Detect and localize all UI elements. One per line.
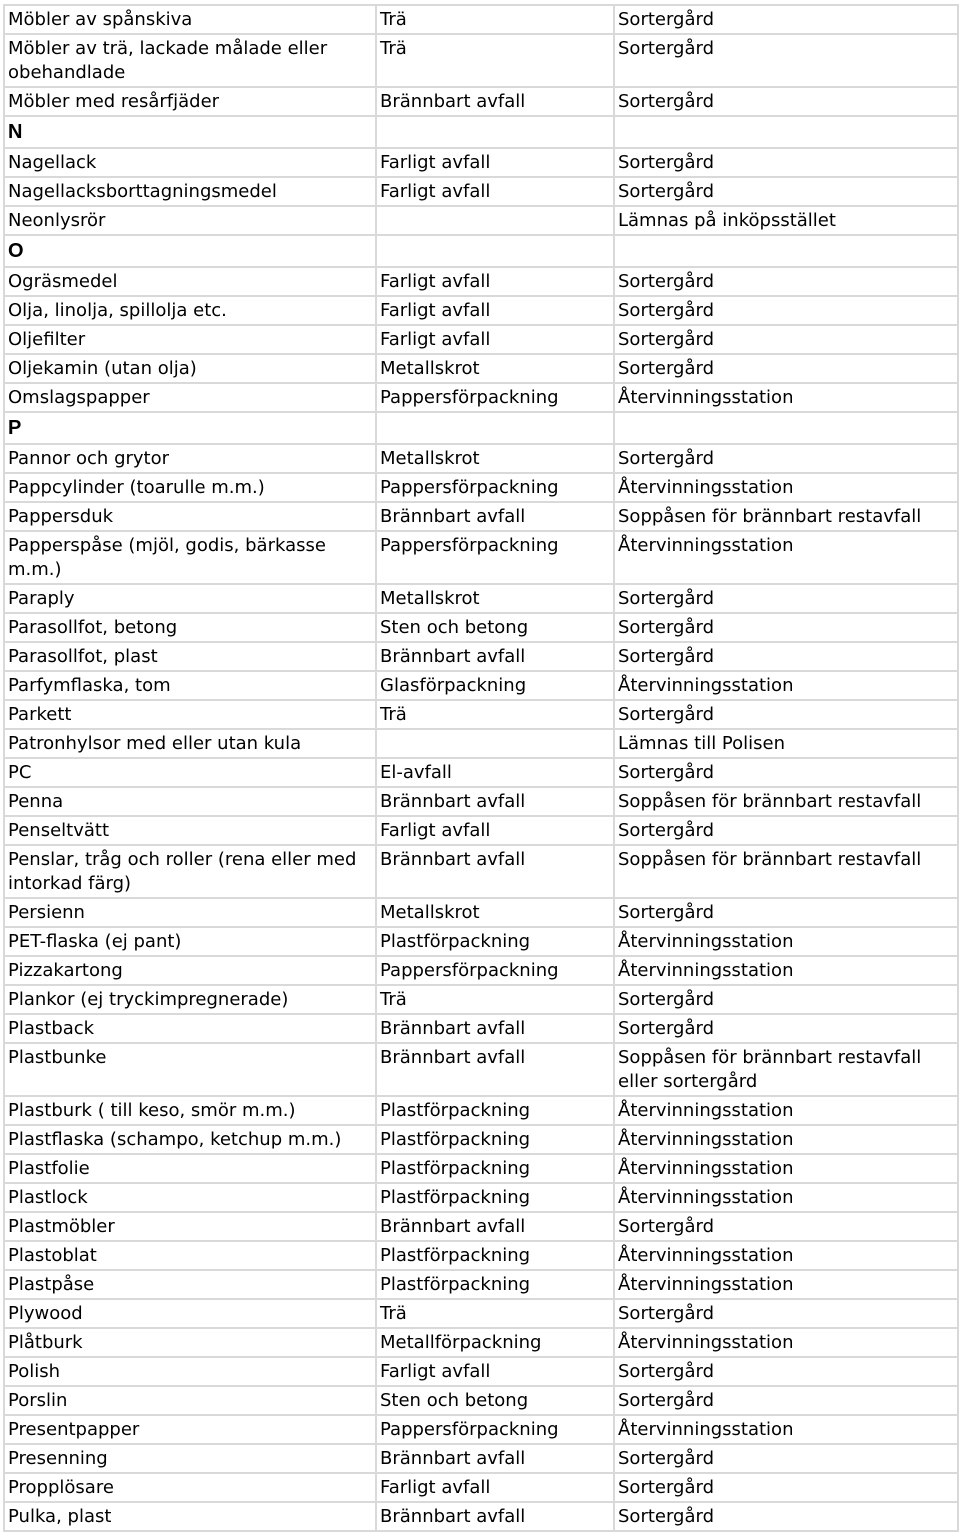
category-cell bbox=[376, 412, 614, 444]
table-row bbox=[4, 1183, 958, 1212]
table-row bbox=[4, 1270, 958, 1299]
destination-cell: Återvinningsstation bbox=[614, 383, 958, 412]
category-cell: Trä bbox=[376, 5, 614, 34]
table-row bbox=[4, 1154, 958, 1183]
item-cell: Plastbunke bbox=[4, 1043, 376, 1096]
item-cell: Paraply bbox=[4, 584, 376, 613]
table-row bbox=[4, 613, 958, 642]
table-row bbox=[4, 671, 958, 700]
category-cell: Metallförpackning bbox=[376, 1328, 614, 1357]
destination-cell: Återvinningsstation bbox=[614, 1154, 958, 1183]
destination-cell: Återvinningsstation bbox=[614, 671, 958, 700]
destination-cell: Sortergård bbox=[614, 758, 958, 787]
destination-cell: Sortergård bbox=[614, 1444, 958, 1473]
category-cell: Farligt avfall bbox=[376, 1357, 614, 1386]
table-row bbox=[4, 642, 958, 671]
destination-cell: Återvinningsstation bbox=[614, 1096, 958, 1125]
item-cell: P bbox=[4, 412, 376, 444]
table-row bbox=[4, 845, 958, 898]
sorting-table bbox=[3, 4, 959, 1532]
section-letter-row bbox=[4, 412, 958, 444]
table-row bbox=[4, 531, 958, 584]
category-cell: Farligt avfall bbox=[376, 816, 614, 845]
destination-cell: Sortergård bbox=[614, 1357, 958, 1386]
category-cell: Farligt avfall bbox=[376, 325, 614, 354]
category-cell: Brännbart avfall bbox=[376, 1212, 614, 1241]
table-row bbox=[4, 1328, 958, 1357]
item-cell: Plastmöbler bbox=[4, 1212, 376, 1241]
table-row bbox=[4, 5, 958, 34]
item-cell: Plastfolie bbox=[4, 1154, 376, 1183]
table-row bbox=[4, 1125, 958, 1154]
destination-cell: Återvinningsstation bbox=[614, 473, 958, 502]
table-row bbox=[4, 584, 958, 613]
table-row bbox=[4, 34, 958, 87]
destination-cell: Återvinningsstation bbox=[614, 531, 958, 584]
category-cell: Brännbart avfall bbox=[376, 787, 614, 816]
table-row bbox=[4, 1357, 958, 1386]
item-cell: Möbler av spånskiva bbox=[4, 5, 376, 34]
sorting-table-body bbox=[4, 5, 958, 1531]
destination-cell: Återvinningsstation bbox=[614, 1328, 958, 1357]
item-cell: Möbler med resårfjäder bbox=[4, 87, 376, 116]
destination-cell: Återvinningsstation bbox=[614, 956, 958, 985]
destination-cell: Sortergård bbox=[614, 87, 958, 116]
table-row bbox=[4, 267, 958, 296]
category-cell: Pappersförpackning bbox=[376, 383, 614, 412]
table-row bbox=[4, 1444, 958, 1473]
category-cell: Brännbart avfall bbox=[376, 1043, 614, 1096]
destination-cell: Sortergård bbox=[614, 267, 958, 296]
item-cell: Parasollfot, betong bbox=[4, 613, 376, 642]
destination-cell bbox=[614, 235, 958, 267]
destination-cell: Återvinningsstation bbox=[614, 927, 958, 956]
destination-cell: Sortergård bbox=[614, 444, 958, 473]
destination-cell: Sortergård bbox=[614, 816, 958, 845]
category-cell: Plastförpackning bbox=[376, 1096, 614, 1125]
item-cell: N bbox=[4, 116, 376, 148]
section-letter-row bbox=[4, 116, 958, 148]
destination-cell: Sortergård bbox=[614, 34, 958, 87]
category-cell: Pappersförpackning bbox=[376, 531, 614, 584]
table-row bbox=[4, 87, 958, 116]
item-cell: Pappcylinder (toarulle m.m.) bbox=[4, 473, 376, 502]
item-cell: Penslar, tråg och roller (rena eller med intorkad färg) bbox=[4, 845, 376, 898]
table-row bbox=[4, 473, 958, 502]
item-cell: Nagellacksborttagningsmedel bbox=[4, 177, 376, 206]
destination-cell: Sortergård bbox=[614, 296, 958, 325]
category-cell: Sten och betong bbox=[376, 1386, 614, 1415]
item-cell: Plastoblat bbox=[4, 1241, 376, 1270]
table-row bbox=[4, 787, 958, 816]
category-cell: Pappersförpackning bbox=[376, 956, 614, 985]
table-row bbox=[4, 354, 958, 383]
destination-cell: Återvinningsstation bbox=[614, 1270, 958, 1299]
item-cell: Presentpapper bbox=[4, 1415, 376, 1444]
item-cell: Porslin bbox=[4, 1386, 376, 1415]
table-row bbox=[4, 898, 958, 927]
table-row bbox=[4, 956, 958, 985]
item-cell: Penseltvätt bbox=[4, 816, 376, 845]
destination-cell: Återvinningsstation bbox=[614, 1125, 958, 1154]
item-cell: Möbler av trä, lackade målade eller obehandlade bbox=[4, 34, 376, 87]
category-cell: Trä bbox=[376, 700, 614, 729]
table-row bbox=[4, 1241, 958, 1270]
destination-cell: Sortergård bbox=[614, 354, 958, 383]
destination-cell: Sortergård bbox=[614, 148, 958, 177]
category-cell: Metallskrot bbox=[376, 354, 614, 383]
item-cell: Plastback bbox=[4, 1014, 376, 1043]
table-row bbox=[4, 1386, 958, 1415]
item-cell: Pappersduk bbox=[4, 502, 376, 531]
item-cell: Plastburk ( till keso, smör m.m.) bbox=[4, 1096, 376, 1125]
table-row bbox=[4, 729, 958, 758]
item-cell: Plywood bbox=[4, 1299, 376, 1328]
category-cell: Trä bbox=[376, 985, 614, 1014]
item-cell: Patronhylsor med eller utan kula bbox=[4, 729, 376, 758]
table-row bbox=[4, 1043, 958, 1096]
destination-cell bbox=[614, 116, 958, 148]
category-cell: Metallskrot bbox=[376, 444, 614, 473]
category-cell: Plastförpackning bbox=[376, 927, 614, 956]
item-cell: Plankor (ej tryckimpregnerade) bbox=[4, 985, 376, 1014]
item-cell: Oljekamin (utan olja) bbox=[4, 354, 376, 383]
table-row bbox=[4, 816, 958, 845]
item-cell: Parfymflaska, tom bbox=[4, 671, 376, 700]
item-cell: Plastlock bbox=[4, 1183, 376, 1212]
item-cell: Parkett bbox=[4, 700, 376, 729]
category-cell: Brännbart avfall bbox=[376, 1502, 614, 1531]
item-cell: Pizzakartong bbox=[4, 956, 376, 985]
category-cell: Plastförpackning bbox=[376, 1154, 614, 1183]
destination-cell: Sortergård bbox=[614, 1299, 958, 1328]
item-cell: Papperspåse (mjöl, godis, bärkasse m.m.) bbox=[4, 531, 376, 584]
table-row bbox=[4, 1096, 958, 1125]
destination-cell: Sortergård bbox=[614, 1473, 958, 1502]
item-cell: Neonlysrör bbox=[4, 206, 376, 235]
item-cell: Plastflaska (schampo, ketchup m.m.) bbox=[4, 1125, 376, 1154]
category-cell bbox=[376, 116, 614, 148]
item-cell: Persienn bbox=[4, 898, 376, 927]
table-row bbox=[4, 1473, 958, 1502]
category-cell: Plastförpackning bbox=[376, 1270, 614, 1299]
item-cell: Plastpåse bbox=[4, 1270, 376, 1299]
item-cell: O bbox=[4, 235, 376, 267]
destination-cell: Återvinningsstation bbox=[614, 1183, 958, 1212]
table-row bbox=[4, 1212, 958, 1241]
category-cell: Trä bbox=[376, 1299, 614, 1328]
item-cell: Presenning bbox=[4, 1444, 376, 1473]
category-cell: Farligt avfall bbox=[376, 148, 614, 177]
category-cell: Brännbart avfall bbox=[376, 1014, 614, 1043]
item-cell: Omslagspapper bbox=[4, 383, 376, 412]
table-row bbox=[4, 325, 958, 354]
destination-cell: Soppåsen för brännbart restavfall eller sortergård bbox=[614, 1043, 958, 1096]
destination-cell: Soppåsen för brännbart restavfall bbox=[614, 787, 958, 816]
destination-cell: Sortergård bbox=[614, 1502, 958, 1531]
table-row bbox=[4, 148, 958, 177]
destination-cell: Lämnas på inköpsstället bbox=[614, 206, 958, 235]
destination-cell: Sortergård bbox=[614, 642, 958, 671]
category-cell: Brännbart avfall bbox=[376, 642, 614, 671]
item-cell: Olja, linolja, spillolja etc. bbox=[4, 296, 376, 325]
table-row bbox=[4, 296, 958, 325]
item-cell: PET-flaska (ej pant) bbox=[4, 927, 376, 956]
destination-cell: Sortergård bbox=[614, 325, 958, 354]
item-cell: Pulka, plast bbox=[4, 1502, 376, 1531]
table-row bbox=[4, 1014, 958, 1043]
table-row bbox=[4, 985, 958, 1014]
item-cell: Propplösare bbox=[4, 1473, 376, 1502]
destination-cell: Sortergård bbox=[614, 584, 958, 613]
destination-cell: Sortergård bbox=[614, 1386, 958, 1415]
category-cell: Trä bbox=[376, 34, 614, 87]
destination-cell bbox=[614, 412, 958, 444]
item-cell: Plåtburk bbox=[4, 1328, 376, 1357]
destination-cell: Sortergård bbox=[614, 1212, 958, 1241]
category-cell: Pappersförpackning bbox=[376, 473, 614, 502]
category-cell: Metallskrot bbox=[376, 584, 614, 613]
category-cell: Pappersförpackning bbox=[376, 1415, 614, 1444]
table-row bbox=[4, 700, 958, 729]
table-row bbox=[4, 177, 958, 206]
destination-cell: Sortergård bbox=[614, 177, 958, 206]
section-letter-row bbox=[4, 235, 958, 267]
destination-cell: Sortergård bbox=[614, 985, 958, 1014]
category-cell: El-avfall bbox=[376, 758, 614, 787]
category-cell: Plastförpackning bbox=[376, 1125, 614, 1154]
item-cell: Ogräsmedel bbox=[4, 267, 376, 296]
destination-cell: Sortergård bbox=[614, 613, 958, 642]
destination-cell: Sortergård bbox=[614, 1014, 958, 1043]
category-cell bbox=[376, 729, 614, 758]
table-row bbox=[4, 1415, 958, 1444]
category-cell: Farligt avfall bbox=[376, 1473, 614, 1502]
item-cell: Nagellack bbox=[4, 148, 376, 177]
table-row bbox=[4, 502, 958, 531]
category-cell: Glasförpackning bbox=[376, 671, 614, 700]
table-row bbox=[4, 383, 958, 412]
table-row bbox=[4, 444, 958, 473]
destination-cell: Lämnas till Polisen bbox=[614, 729, 958, 758]
item-cell: Oljefilter bbox=[4, 325, 376, 354]
item-cell: Penna bbox=[4, 787, 376, 816]
item-cell: Parasollfot, plast bbox=[4, 642, 376, 671]
table-row bbox=[4, 1299, 958, 1328]
category-cell: Plastförpackning bbox=[376, 1183, 614, 1212]
destination-cell: Återvinningsstation bbox=[614, 1241, 958, 1270]
category-cell: Brännbart avfall bbox=[376, 1444, 614, 1473]
destination-cell: Soppåsen för brännbart restavfall bbox=[614, 845, 958, 898]
destination-cell: Sortergård bbox=[614, 5, 958, 34]
destination-cell: Återvinningsstation bbox=[614, 1415, 958, 1444]
item-cell: PC bbox=[4, 758, 376, 787]
table-row bbox=[4, 927, 958, 956]
table-row bbox=[4, 758, 958, 787]
category-cell: Sten och betong bbox=[376, 613, 614, 642]
category-cell: Brännbart avfall bbox=[376, 845, 614, 898]
destination-cell: Soppåsen för brännbart restavfall bbox=[614, 502, 958, 531]
category-cell: Farligt avfall bbox=[376, 267, 614, 296]
category-cell: Farligt avfall bbox=[376, 177, 614, 206]
category-cell bbox=[376, 235, 614, 267]
category-cell: Brännbart avfall bbox=[376, 87, 614, 116]
table-row bbox=[4, 206, 958, 235]
destination-cell: Sortergård bbox=[614, 898, 958, 927]
category-cell: Plastförpackning bbox=[376, 1241, 614, 1270]
item-cell: Pannor och grytor bbox=[4, 444, 376, 473]
category-cell: Farligt avfall bbox=[376, 296, 614, 325]
category-cell: Metallskrot bbox=[376, 898, 614, 927]
category-cell: Brännbart avfall bbox=[376, 502, 614, 531]
item-cell: Polish bbox=[4, 1357, 376, 1386]
category-cell bbox=[376, 206, 614, 235]
destination-cell: Sortergård bbox=[614, 700, 958, 729]
